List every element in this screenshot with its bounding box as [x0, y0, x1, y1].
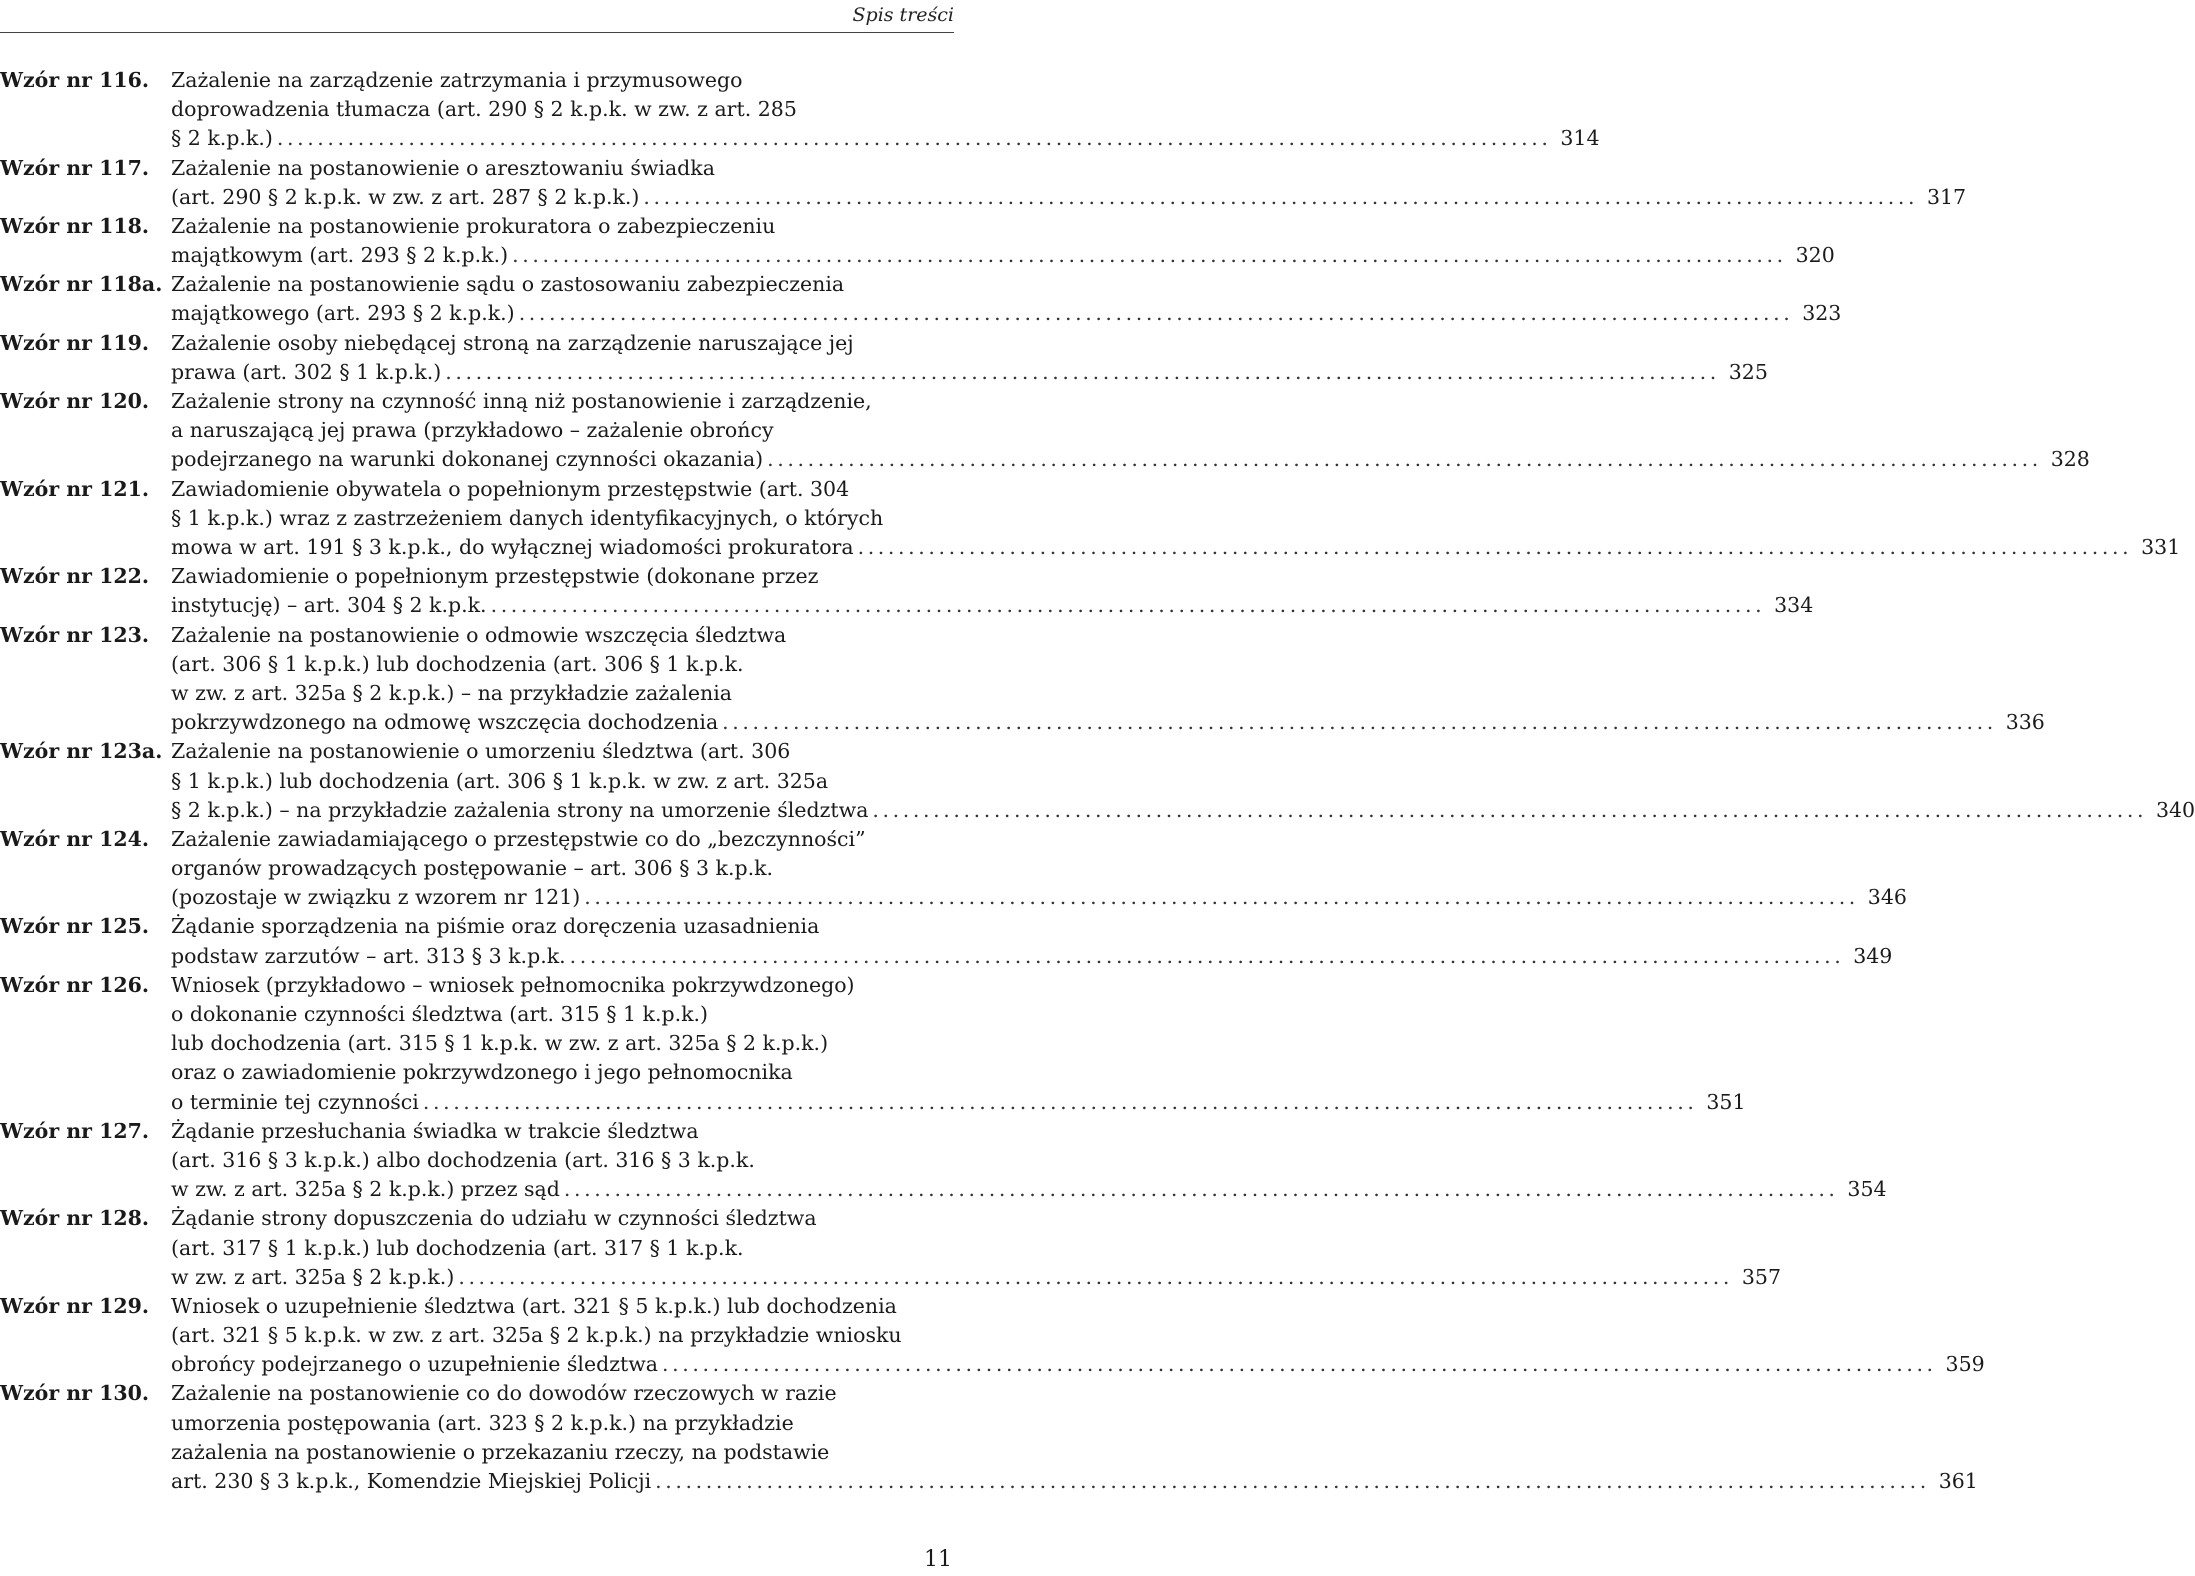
- toc-entry-title: [171, 387, 2090, 475]
- toc-entry-title-line: obrońcy podejrzanego o uzupełnienie śledztwa: [171, 1352, 659, 1377]
- toc-entry: [0, 154, 1967, 212]
- toc-entry: [0, 212, 1835, 270]
- toc-entry-title-last-line: [171, 1088, 1746, 1117]
- dot-leader: ..............................................................................................................................: [512, 243, 1787, 268]
- toc-entry-title: [171, 66, 1600, 154]
- toc-entry-title-line: Zażalenie strony na czynność inną niż postanowienie i zarządzenie,: [171, 389, 872, 414]
- toc-entry-title-line: § 2 k.p.k.) – na przykładzie zażalenia strony na umorzenie śledztwa: [171, 797, 869, 822]
- toc-entry-title-line: Zawiadomienie obywatela o popełnionym przestępstwie (art. 304: [171, 476, 850, 501]
- toc-entry-title-last-line: [171, 241, 1835, 270]
- dot-leader: ..............................................................................................................................: [518, 301, 1794, 326]
- toc-entry-title-last-line: [171, 1175, 1887, 1204]
- toc-entry-title-line: w zw. z art. 325a § 2 k.p.k.): [171, 1264, 455, 1289]
- toc-entry-title-last-line: [171, 1467, 1978, 1496]
- dot-leader: ..............................................................................................................................: [445, 359, 1720, 384]
- toc-entry: [0, 1379, 1978, 1496]
- toc-entry-title-last-line: [171, 796, 2195, 825]
- toc-entry-title: [171, 1292, 1985, 1380]
- dot-leader: ..............................................................................................................................: [655, 1468, 1930, 1493]
- toc-entry-title-last-line: [171, 183, 1966, 212]
- toc-entry-label: Wzór nr 127.: [0, 1118, 150, 1143]
- toc-entry-label: Wzór nr 124.: [0, 826, 150, 851]
- toc-entry: [0, 329, 1768, 387]
- toc-entry-title-line: art. 230 § 3 k.p.k., Komendzie Miejskiej Policji: [171, 1468, 652, 1493]
- toc-entry-title-line: a naruszającą jej prawa (przykładowo – zażalenie obrońcy: [171, 418, 774, 443]
- toc-entry-title-line: Zażalenie zawiadamiającego o przestępstwie co do „bezczynności”: [171, 826, 866, 851]
- toc-entry-title-line: Zażalenie na postanowienie o aresztowaniu świadka: [171, 155, 715, 180]
- toc-entry: [0, 737, 2195, 825]
- toc-entry-label: Wzór nr 123.: [0, 622, 150, 647]
- toc-entry-title-line: Zażalenie na postanowienie sądu o zastosowaniu zabezpieczenia: [171, 272, 845, 297]
- toc-entry-title: [171, 154, 1966, 212]
- dot-leader: ..............................................................................................................................: [490, 593, 1766, 618]
- toc-entry-title: [171, 1379, 1978, 1496]
- toc-entry-page-number: 346: [1867, 885, 1907, 910]
- toc-entry: [0, 1117, 1887, 1205]
- page-header: [0, 0, 960, 34]
- toc-entry-title-line: mowa w art. 191 § 3 k.p.k., do wyłącznej wiadomości prokuratora: [171, 534, 854, 559]
- toc-entry-label: Wzór nr 118.: [0, 213, 150, 238]
- toc-entry: [0, 971, 1746, 1117]
- toc-entry-page-number: 314: [1560, 126, 1600, 151]
- toc-entry-title-line: podstaw zarzutów – art. 313 § 3 k.p.k.: [171, 943, 566, 968]
- toc-entry-title: [171, 1204, 1781, 1292]
- dot-leader: ..............................................................................................................................: [662, 1352, 1937, 1377]
- toc-entry-title-line: w zw. z art. 325a § 2 k.p.k.) przez sąd: [171, 1177, 560, 1202]
- toc-entry: [0, 1204, 1781, 1292]
- toc-entry-title-last-line: [171, 883, 1907, 912]
- toc-entry-title-line: (art. 321 § 5 k.p.k. w zw. z art. 325a § 2 k.p.k.) na przykładzie wniosku: [171, 1323, 902, 1348]
- toc-entry-title-last-line: [171, 300, 1841, 329]
- toc-entry-label: Wzór nr 126.: [0, 972, 150, 997]
- toc-entry-label: Wzór nr 116.: [0, 68, 150, 92]
- toc-entry-title: [171, 825, 1907, 913]
- toc-entry-title-line: § 1 k.p.k.) wraz z zastrzeżeniem danych identyfikacyjnych, o których: [171, 505, 884, 530]
- toc-entry-page-number: 323: [1802, 301, 1842, 326]
- toc-entry-title-line: Zażalenie osoby niebędącej stroną na zarządzenie naruszające jej: [171, 330, 854, 355]
- toc-entry-page-number: 354: [1847, 1177, 1887, 1202]
- toc-entry-title-line: (art. 316 § 3 k.p.k.) albo dochodzenia (art. 316 § 3 k.p.k.: [171, 1147, 755, 1172]
- dot-leader: ..............................................................................................................................: [458, 1264, 1733, 1289]
- dot-leader: ..............................................................................................................................: [767, 447, 2042, 472]
- toc-entry-title-line: (art. 317 § 1 k.p.k.) lub dochodzenia (art. 317 § 1 k.p.k.: [171, 1235, 744, 1260]
- dot-leader: ..............................................................................................................................: [722, 710, 1997, 735]
- toc-entry-title-last-line: [171, 1350, 1985, 1379]
- toc-entry-label: Wzór nr 130.: [0, 1381, 150, 1406]
- toc-entry-label: Wzór nr 122.: [0, 564, 150, 589]
- toc-entry-title-line: Żądanie sporządzenia na piśmie oraz doręczenia uzasadnienia: [171, 914, 820, 939]
- toc-entry-label: Wzór nr 120.: [0, 389, 150, 414]
- toc-entry: [0, 912, 1893, 970]
- toc-entry-title: [171, 621, 2045, 738]
- toc-entry-title-line: o terminie tej czynności: [171, 1089, 419, 1114]
- toc-entry-title-line: pokrzywdzonego na odmowę wszczęcia dochodzenia: [171, 710, 719, 735]
- toc-entry-page-number: 357: [1741, 1264, 1781, 1289]
- toc-entry-title: [171, 212, 1835, 270]
- toc-entry-title-line: lub dochodzenia (art. 315 § 1 k.p.k. w zw. z art. 325a § 2 k.p.k.): [171, 1031, 829, 1056]
- toc-entry-label: Wzór nr 121.: [0, 476, 150, 501]
- toc-entry-page-number: 359: [1945, 1352, 1985, 1377]
- toc-entry-title-line: umorzenia postępowania (art. 323 § 2 k.p.k.) na przykładzie: [171, 1410, 794, 1435]
- dot-leader: ..............................................................................................................................: [569, 943, 1845, 968]
- toc-entry-title-line: organów prowadzących postępowanie – art. 306 § 3 k.p.k.: [171, 856, 774, 881]
- toc-entry-title-line: Żądanie przesłuchania świadka w trakcie śledztwa: [171, 1118, 699, 1143]
- toc-entry-page-number: 334: [1774, 593, 1814, 618]
- toc-entry-title-line: w zw. z art. 325a § 2 k.p.k.) – na przykładzie zażalenia: [171, 680, 732, 705]
- dot-leader: ..............................................................................................................................: [584, 885, 1859, 910]
- toc-entry-title-line: oraz o zawiadomienie pokrzywdzonego i jego pełnomocnika: [171, 1060, 793, 1085]
- toc-entry-title-last-line: [171, 445, 2090, 474]
- toc-entry-title-line: Wniosek o uzupełnienie śledztwa (art. 321 § 5 k.p.k.) lub dochodzenia: [171, 1293, 897, 1318]
- toc-entry-label: Wzór nr 119.: [0, 330, 150, 355]
- toc-entry-label: Wzór nr 118a.: [0, 272, 163, 297]
- toc-entry-title: [171, 270, 1841, 328]
- toc-entry-title-line: zażalenia na postanowienie o przekazaniu rzeczy, na podstawie: [171, 1439, 830, 1464]
- toc-entry-page-number: 349: [1853, 943, 1893, 968]
- toc-entry: [0, 621, 2045, 738]
- toc-entry-title-line: majątkowym (art. 293 § 2 k.p.k.): [171, 243, 509, 268]
- table-of-contents: [0, 66, 2195, 1496]
- toc-entry-title-line: § 1 k.p.k.) lub dochodzenia (art. 306 § 1 k.p.k. w zw. z art. 325a: [171, 768, 829, 793]
- toc-entry-title: [171, 971, 1746, 1117]
- toc-entry-label: Wzór nr 128.: [0, 1206, 150, 1231]
- toc-entry-page-number: 336: [2005, 710, 2045, 735]
- toc-entry-page-number: 361: [1938, 1468, 1978, 1493]
- toc-entry-title-last-line: [171, 124, 1600, 153]
- header-rule: [0, 32, 954, 33]
- toc-entry-title-last-line: [171, 591, 1813, 620]
- toc-entry: [0, 825, 1907, 913]
- toc-entry-label: Wzór nr 123a.: [0, 739, 163, 764]
- page-number: 11: [924, 1547, 952, 1572]
- toc-entry-title-line: Zażalenie na zarządzenie zatrzymania i przymusowego: [171, 68, 743, 92]
- toc-entry-title-line: (art. 306 § 1 k.p.k.) lub dochodzenia (art. 306 § 1 k.p.k.: [171, 651, 744, 676]
- toc-entry-title: [171, 912, 1892, 970]
- toc-entry-title-line: Zażalenie na postanowienie o odmowie wszczęcia śledztwa: [171, 622, 787, 647]
- toc-entry-page-number: 325: [1728, 359, 1768, 384]
- dot-leader: ..............................................................................................................................: [422, 1089, 1698, 1114]
- toc-entry-label: Wzór nr 129.: [0, 1293, 150, 1318]
- toc-entry-title-line: Zażalenie na postanowienie co do dowodów rzeczowych w razie: [171, 1381, 837, 1406]
- toc-entry-title: [171, 562, 1813, 620]
- toc-entry-title: [171, 737, 2195, 825]
- toc-entry-title-last-line: [171, 358, 1768, 387]
- toc-entry-page-number: 351: [1706, 1089, 1746, 1114]
- toc-entry: [0, 270, 1842, 328]
- toc-entry-title-last-line: [171, 533, 2180, 562]
- toc-entry-title-line: doprowadzenia tłumacza (art. 290 § 2 k.p.k. w zw. z art. 285: [171, 97, 797, 122]
- running-header-title: Spis treści: [852, 4, 954, 26]
- toc-entry-page-number: 320: [1795, 243, 1835, 268]
- dot-leader: ..............................................................................................................................: [643, 184, 1919, 209]
- dot-leader: ..............................................................................................................................: [563, 1177, 1839, 1202]
- toc-entry-title-line: § 2 k.p.k.): [171, 126, 273, 151]
- dot-leader: ..............................................................................................................................: [872, 797, 2148, 822]
- toc-entry-page-number: 328: [2050, 447, 2090, 472]
- toc-entry-title-line: (art. 290 § 2 k.p.k. w zw. z art. 287 § 2 k.p.k.): [171, 184, 640, 209]
- toc-entry-title-line: Żądanie strony dopuszczenia do udziału w czynności śledztwa: [171, 1206, 817, 1231]
- dot-leader: ..............................................................................................................................: [857, 534, 2133, 559]
- toc-entry-title: [171, 1117, 1887, 1205]
- toc-entry-title-line: Wniosek (przykładowo – wniosek pełnomocnika pokrzywdzonego): [171, 972, 855, 997]
- toc-entry-title-line: prawa (art. 302 § 1 k.p.k.): [171, 359, 442, 384]
- toc-entry-page-number: 340: [2155, 797, 2195, 822]
- toc-entry: [0, 562, 1814, 620]
- toc-entry-title-line: (pozostaje w związku z wzorem nr 121): [171, 885, 581, 910]
- toc-entry-title-line: instytucję) – art. 304 § 2 k.p.k.: [171, 593, 487, 618]
- toc-entry: [0, 66, 1600, 154]
- toc-entry-title: [171, 475, 2180, 563]
- toc-entry: [0, 1292, 1985, 1380]
- toc-entry-title-line: podejrzanego na warunki dokonanej czynności okazania): [171, 447, 764, 472]
- toc-entry-title: [171, 329, 1768, 387]
- toc-entry-title-last-line: [171, 942, 1892, 971]
- toc-entry-title-line: o dokonanie czynności śledztwa (art. 315 § 1 k.p.k.): [171, 1002, 709, 1026]
- toc-entry-label: Wzór nr 117.: [0, 155, 150, 180]
- toc-entry-label: Wzór nr 125.: [0, 914, 150, 939]
- toc-entry-page-number: 317: [1926, 184, 1967, 209]
- toc-entry-title-last-line: [171, 1263, 1781, 1292]
- toc-entry-title-last-line: [171, 708, 2045, 737]
- toc-entry-title-line: Zażalenie na postanowienie o umorzeniu śledztwa (art. 306: [171, 739, 791, 764]
- dot-leader: ..............................................................................................................................: [276, 126, 1552, 151]
- toc-entry-page-number: 331: [2141, 534, 2181, 559]
- toc-entry-title-line: majątkowego (art. 293 § 2 k.p.k.): [171, 301, 515, 326]
- toc-entry-title-line: Zawiadomienie o popełnionym przestępstwie (dokonane przez: [171, 564, 819, 589]
- toc-entry: [0, 475, 2181, 563]
- toc-entry-title-line: Zażalenie na postanowienie prokuratora o zabezpieczeniu: [171, 213, 776, 238]
- toc-entry: [0, 387, 2090, 475]
